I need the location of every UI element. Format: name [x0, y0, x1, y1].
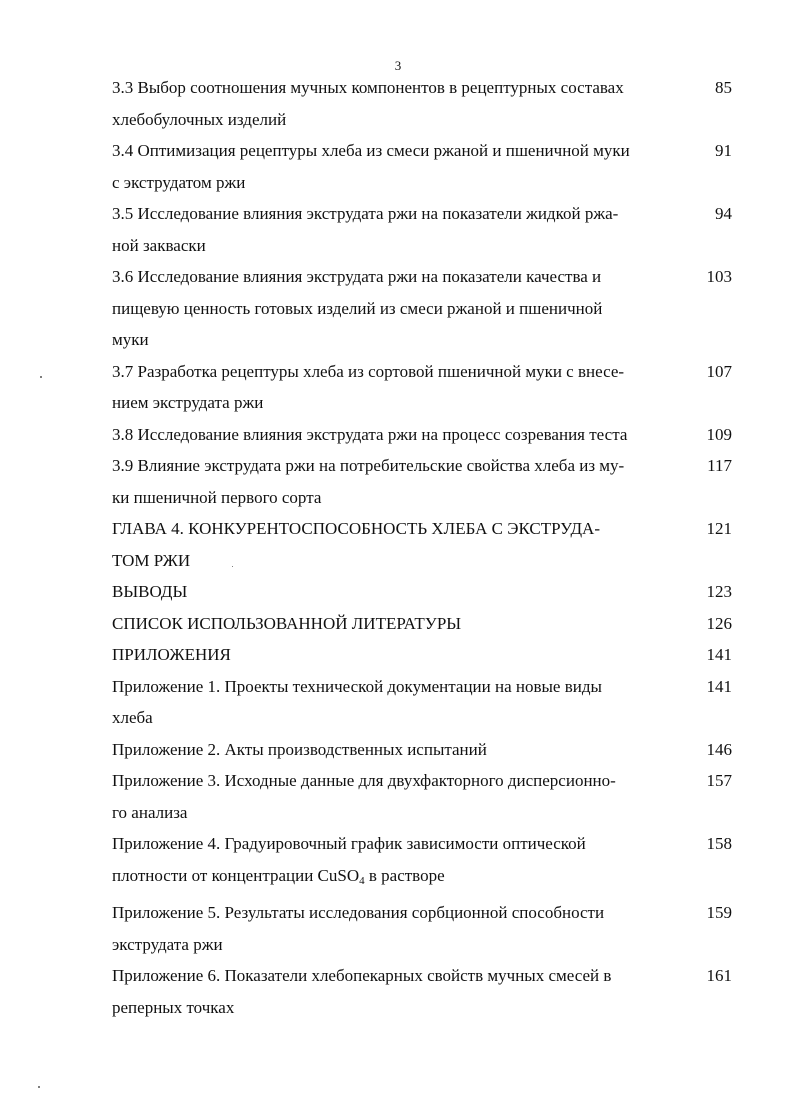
- toc-line: 3.5 Исследование влияния экструдата ржи на показатели жидкой ржа-: [112, 204, 619, 223]
- toc-line: Приложение 6. Показатели хлебопекарных свойств мучных смесей в: [112, 966, 612, 985]
- toc-line: 3.9 Влияние экструдата ржи на потребительские свойства хлеба из му-: [112, 456, 625, 475]
- toc-entry-appendix-6: [112, 960, 742, 1023]
- toc-line: СПИСОК ИСПОЛЬЗОВАННОЙ ЛИТЕРАТУРЫ: [112, 613, 462, 633]
- toc-line: ПРИЛОЖЕНИЯ: [112, 645, 231, 664]
- toc-line: с экструдатом ржи: [112, 172, 246, 192]
- toc-page-number: 103: [706, 267, 732, 286]
- toc-entry-3-8: [112, 419, 742, 451]
- toc-line: Приложение 3. Исходные данные для двухфакторного дисперсионно-: [112, 771, 616, 790]
- toc-entry-3-9: [112, 450, 742, 513]
- toc-entry-3-4: [112, 135, 742, 198]
- toc-page-number: 109: [706, 424, 732, 444]
- toc-entry-appendix-1: [112, 671, 742, 734]
- toc-line: ной закваски: [112, 235, 206, 255]
- toc-line: Приложение 5. Результаты исследования сорбционной способности: [112, 903, 605, 922]
- toc-line: 3.8 Исследование влияния экструдата ржи на процесс созревания теста: [112, 424, 628, 444]
- toc-line: пищевую ценность готовых изделий из смеси ржаной и пшеничной: [112, 298, 603, 318]
- toc-line: нием экструдата ржи: [112, 393, 264, 412]
- toc-page-number: 121: [706, 519, 732, 538]
- toc-page-number: 157: [706, 771, 732, 790]
- toc-line: экструдата ржи: [112, 934, 223, 954]
- toc-line: Приложение 4. Градуировочный график зависимости оптической: [112, 834, 586, 853]
- toc-entry-appendices: [112, 639, 742, 671]
- toc-line: го анализа: [112, 802, 188, 822]
- toc-entry-3-5: [112, 198, 742, 261]
- toc-page-number: 141: [706, 645, 732, 664]
- page-number: 3: [394, 58, 402, 73]
- toc-page-number: 146: [706, 739, 732, 759]
- toc-entry-appendix-4: [112, 828, 742, 897]
- toc-line: реперных точках: [112, 997, 235, 1017]
- toc-page-number: 107: [706, 361, 732, 381]
- toc-line: хлеба: [112, 708, 153, 727]
- toc-page-number: 141: [706, 676, 732, 696]
- toc-page-number: 161: [706, 966, 732, 985]
- toc-page-number: 94: [715, 204, 732, 223]
- scan-speck: [40, 376, 42, 378]
- toc-line: Приложение 1. Проекты технической документации на новые виды: [112, 676, 602, 696]
- toc-line-tail: в растворе: [364, 865, 445, 885]
- toc-line-text: плотности от концентрации CuSO: [112, 865, 360, 885]
- toc-entry-3-6: [112, 261, 742, 356]
- toc-line: Приложение 2. Акты производственных испытаний: [112, 739, 487, 759]
- toc-page-number: 123: [706, 582, 732, 601]
- toc-line: муки: [112, 330, 149, 349]
- toc-line: 3.7 Разработка рецептуры хлеба из сортовой пшеничной муки с внесе-: [112, 361, 625, 381]
- scan-speck: [38, 1086, 40, 1088]
- toc-entry-3-7: [112, 356, 742, 419]
- toc-line: ТОМ РЖИ: [112, 550, 191, 570]
- table-of-contents: [112, 72, 742, 1023]
- toc-line: 3.4 Оптимизация рецептуры хлеба из смеси ржаной и пшеничной муки: [112, 141, 630, 160]
- toc-line: хлебобулочных изделий: [112, 109, 287, 129]
- toc-page-number: 117: [707, 456, 732, 475]
- toc-entry-conclusions: [112, 576, 742, 608]
- toc-page-number: 159: [706, 903, 732, 922]
- toc-line: 3.3 Выбор соотношения мучных компонентов в рецептурных составах: [112, 78, 624, 97]
- toc-line: ВЫВОДЫ: [112, 582, 188, 601]
- toc-page-number: 85: [715, 78, 732, 97]
- toc-page-number: 126: [706, 613, 732, 633]
- toc-page-number: 91: [715, 141, 732, 160]
- toc-line: ГЛАВА 4. КОНКУРЕНТОСПОСОБНОСТЬ ХЛЕБА С ЭКСТРУДА-: [112, 519, 600, 538]
- toc-entry-3-3: [112, 72, 742, 135]
- scan-speck: [232, 566, 233, 567]
- toc-entry-references: [112, 608, 742, 640]
- toc-page-number: 158: [706, 834, 732, 853]
- toc-entry-appendix-2: [112, 734, 742, 766]
- toc-line: 3.6 Исследование влияния экструдата ржи на показатели качества и: [112, 267, 602, 286]
- toc-line: [112, 860, 690, 898]
- toc-entry-appendix-3: [112, 765, 742, 828]
- formula-subscript: 4: [359, 874, 365, 887]
- toc-entry-chapter-4: [112, 513, 742, 576]
- toc-entry-appendix-5: [112, 897, 742, 960]
- toc-line: ки пшеничной первого сорта: [112, 487, 322, 507]
